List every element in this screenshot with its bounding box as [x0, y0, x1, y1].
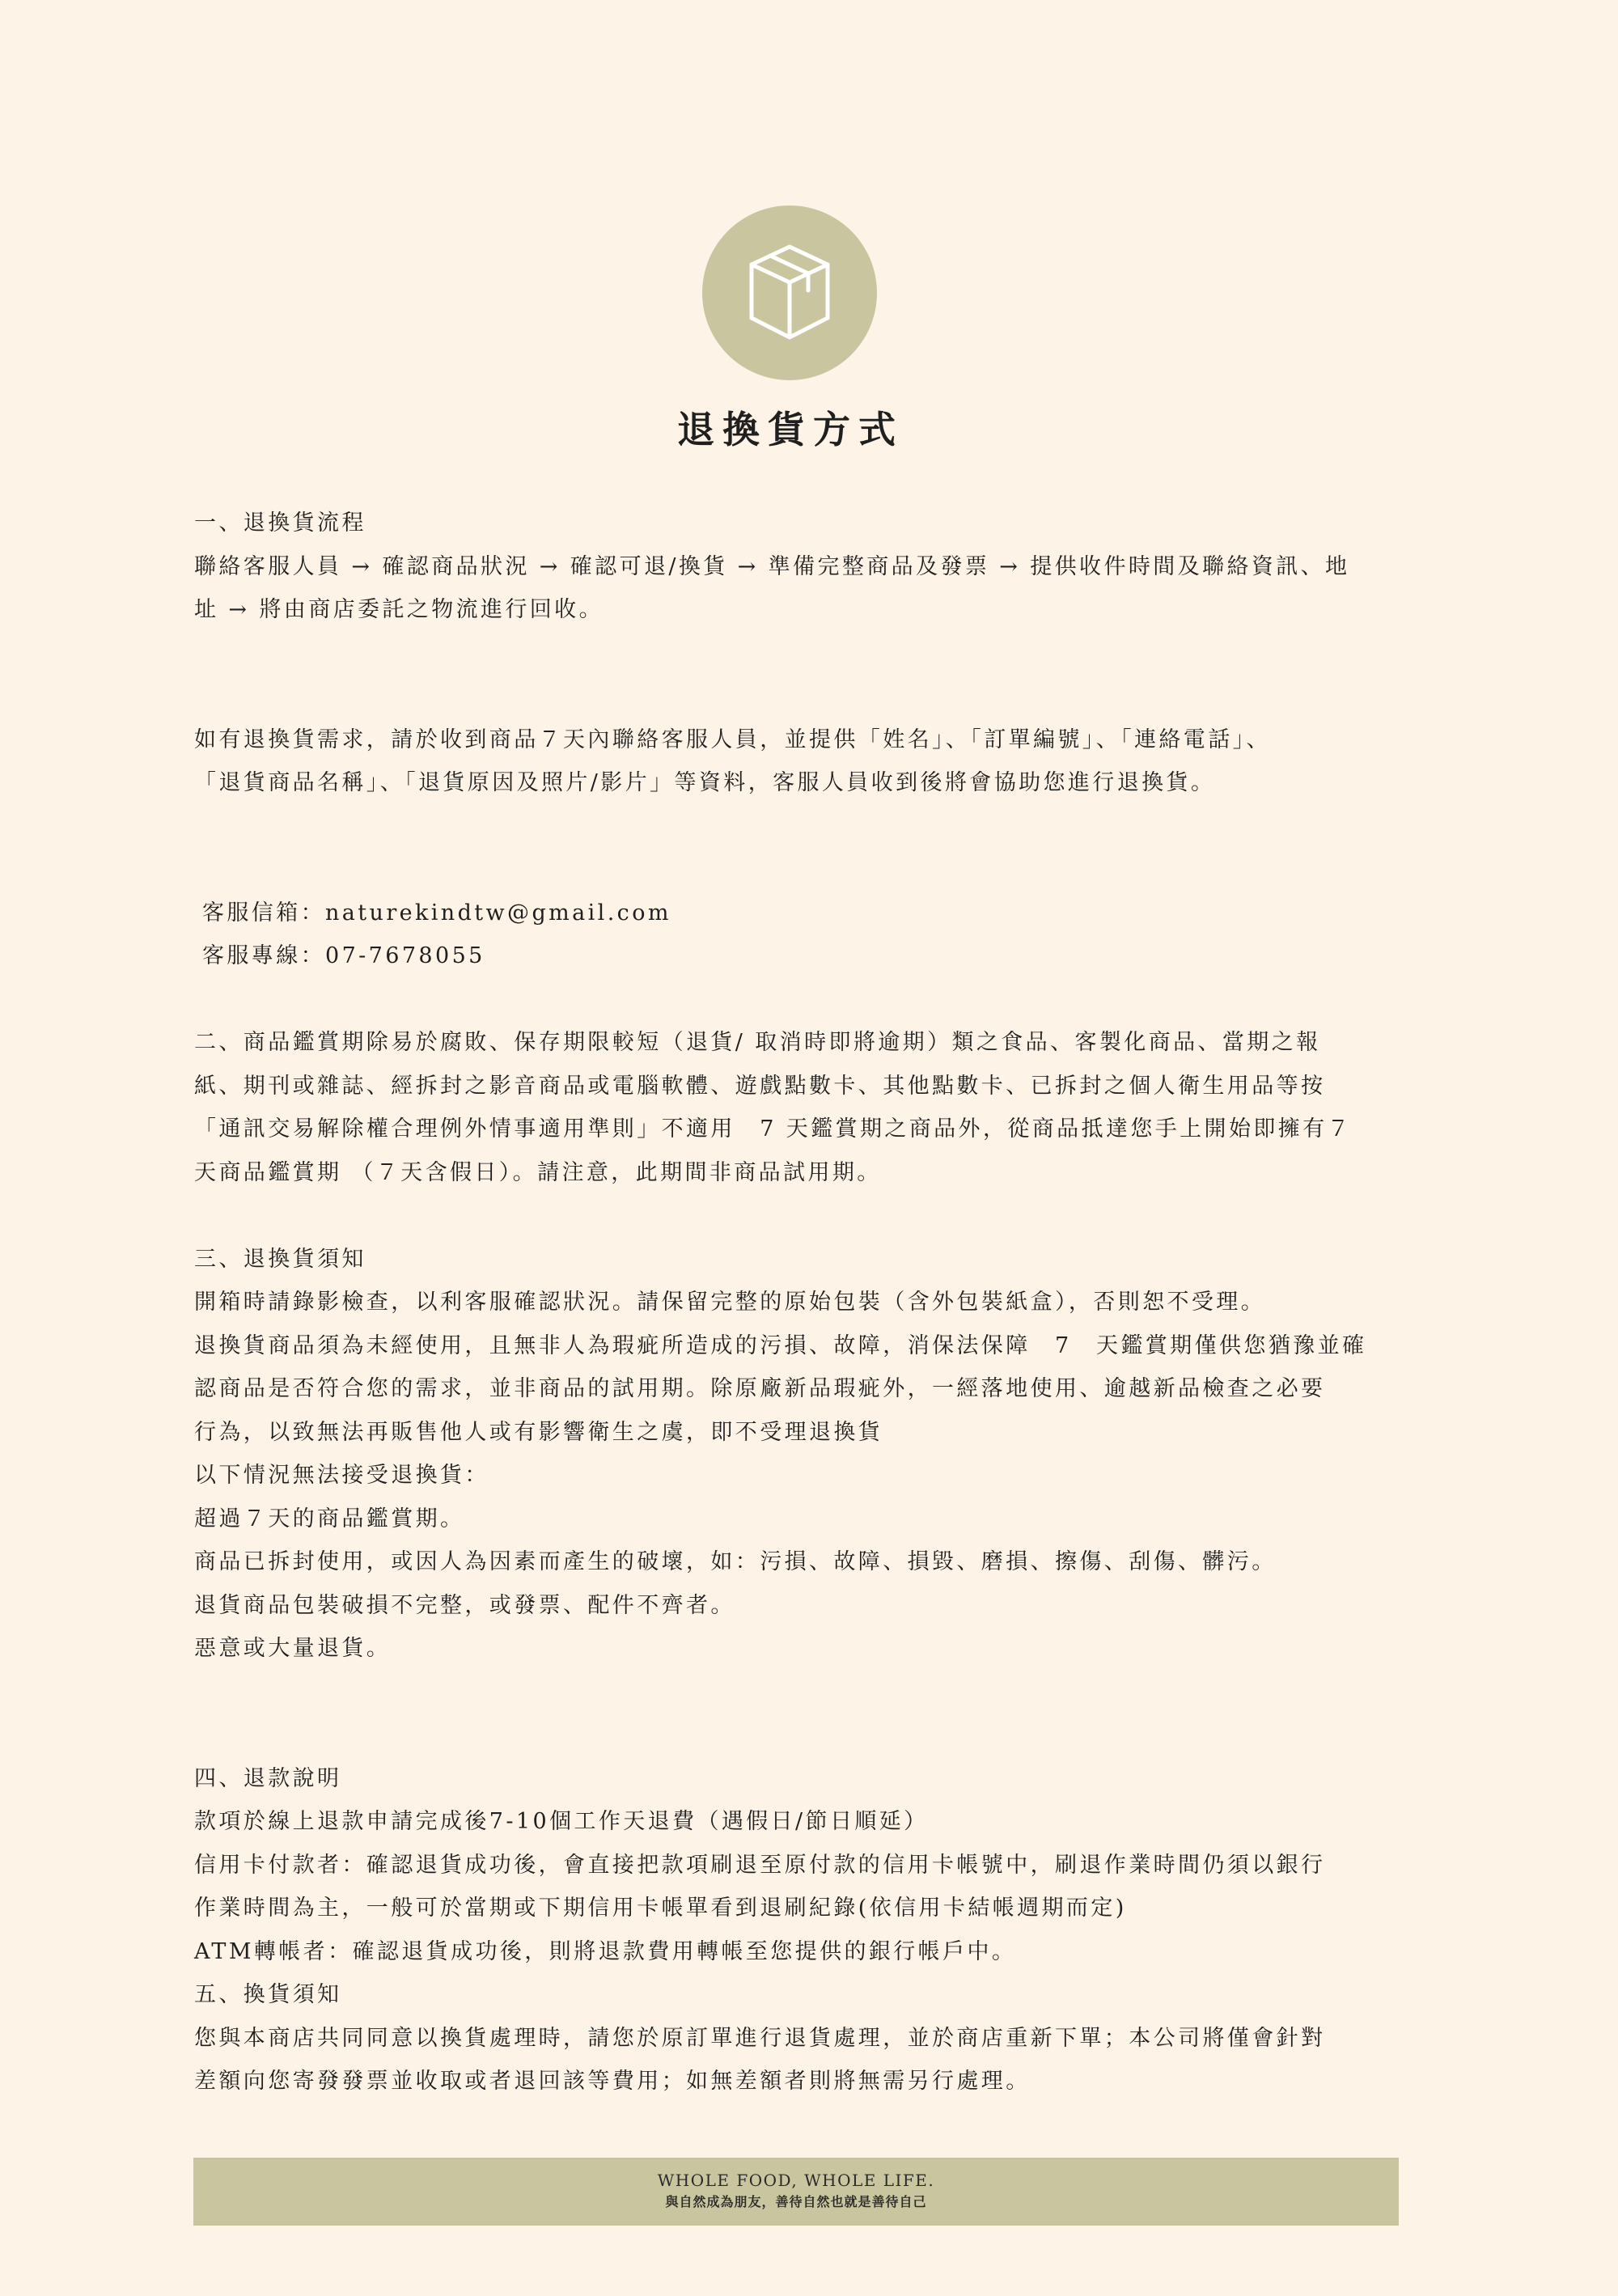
paragraph-line: 退換貨商品須為未經使用，且無非人為瑕疵所造成的污損、故障，消保法保障 7 天鑑賞期僅供您猶豫並確 [194, 1332, 1367, 1358]
paragraph-line: 「通訊交易解除權合理例外情事適用準則」不適用 7 天鑑賞期之商品外，從商品抵達您手上開始即擁有７ [194, 1116, 1352, 1142]
contact-phone: 客服專線：07-7678055 [202, 943, 485, 968]
section-heading-return-notice: 三、退換貨須知 [194, 1246, 366, 1272]
paragraph-line: 超過７天的商品鑑賞期。 [194, 1506, 465, 1531]
paragraph-line: 退貨商品包裝破損不完整，或發票、配件不齊者。 [194, 1592, 735, 1618]
paragraph-line: 址 → 將由商店委託之物流進行回收。 [194, 597, 604, 622]
paragraph-line: 差額向您寄發發票並收取或者退回該等費用；如無差額者則將無需另行處理。 [194, 2069, 1031, 2094]
footer-tagline: 與自然成為朋友，善待自然也就是善待自己 [665, 2194, 927, 2209]
paragraph-line: 信用卡付款者：確認退貨成功後，會直接把款項刷退至原付款的信用卡帳號中，刷退作業時間仍須以銀行 [194, 1852, 1326, 1878]
footer-slogan: WHOLE FOOD, WHOLE LIFE. [657, 2171, 935, 2190]
paragraph-line: 行為，以致無法再販售他人或有影響衛生之虞，即不受理退換貨 [194, 1419, 883, 1445]
package-icon-badge [702, 205, 877, 380]
paragraph-line: 認商品是否符合您的需求，並非商品的試用期。除原廠新品瑕疵外，一經落地使用、逾越新品檢查之必要 [194, 1376, 1326, 1401]
paragraph-line: 款項於線上退款申請完成後7-10個工作天退費（遇假日/節日順延） [194, 1809, 929, 1834]
section-heading-refund: 四、退款說明 [194, 1765, 342, 1791]
package-box-icon [745, 240, 834, 345]
section-heading-return-process: 一、退換貨流程 [194, 510, 366, 536]
contact-email: 客服信箱：naturekindtw@gmail.com [202, 900, 671, 926]
paragraph-line: 天商品鑑賞期 （７天含假日）。請注意，此期間非商品試用期。 [194, 1159, 882, 1185]
paragraph-line: ATM轉帳者：確認退貨成功後，則將退款費用轉帳至您提供的銀行帳戶中。 [194, 1938, 1017, 1964]
page-title: 退換貨方式 [677, 408, 904, 451]
paragraph-line: 紙、期刊或雜誌、經拆封之影音商品或電腦軟體、遊戲點數卡、其他點數卡、已拆封之個人衛生用品等按 [194, 1073, 1326, 1099]
paragraph-line: 您與本商店共同同意以換貨處理時，請您於原訂單進行退貨處理，並於商店重新下單；本公司將僅會針對 [194, 2025, 1326, 2051]
paragraph-line: 如有退換貨需求，請於收到商品７天內聯絡客服人員，並提供「姓名」、「訂單編號」、「連絡電話」、 [194, 727, 1271, 752]
paragraph-line: 聯絡客服人員 → 確認商品狀況 → 確認可退/換貨 → 準備完整商品及發票 → 提供收件時間及聯絡資訊、地 [194, 553, 1350, 579]
paragraph-line: 「退貨商品名稱」、「退貨原因及照片/影片」等資料，客服人員收到後將會協助您進行退換貨。 [194, 770, 1216, 795]
paragraph-line: 二、商品鑑賞期除易於腐敗、保存期限較短（退貨/ 取消時即將逾期）類之食品、客製化商品、當期之報 [194, 1030, 1321, 1055]
paragraph-line: 商品已拆封使用，或因人為因素而產生的破壞，如：污損、故障、損毀、磨損、擦傷、刮傷、髒污。 [194, 1549, 1277, 1574]
section-heading-exchange: 五、換貨須知 [194, 1982, 342, 2007]
footer-banner [193, 2158, 1399, 2226]
paragraph-line: 惡意或大量退貨。 [194, 1636, 392, 1661]
document-body [194, 502, 1400, 2103]
paragraph-line: 開箱時請錄影檢查，以利客服確認狀況。請保留完整的原始包裝（含外包裝紙盒），否則恕不受理。 [194, 1290, 1266, 1315]
paragraph-line: 作業時間為主，一般可於當期或下期信用卡帳單看到退刷紀錄(依信用卡結帳週期而定) [194, 1896, 1127, 1921]
paragraph-line: 以下情況無法接受退換貨： [194, 1463, 489, 1488]
